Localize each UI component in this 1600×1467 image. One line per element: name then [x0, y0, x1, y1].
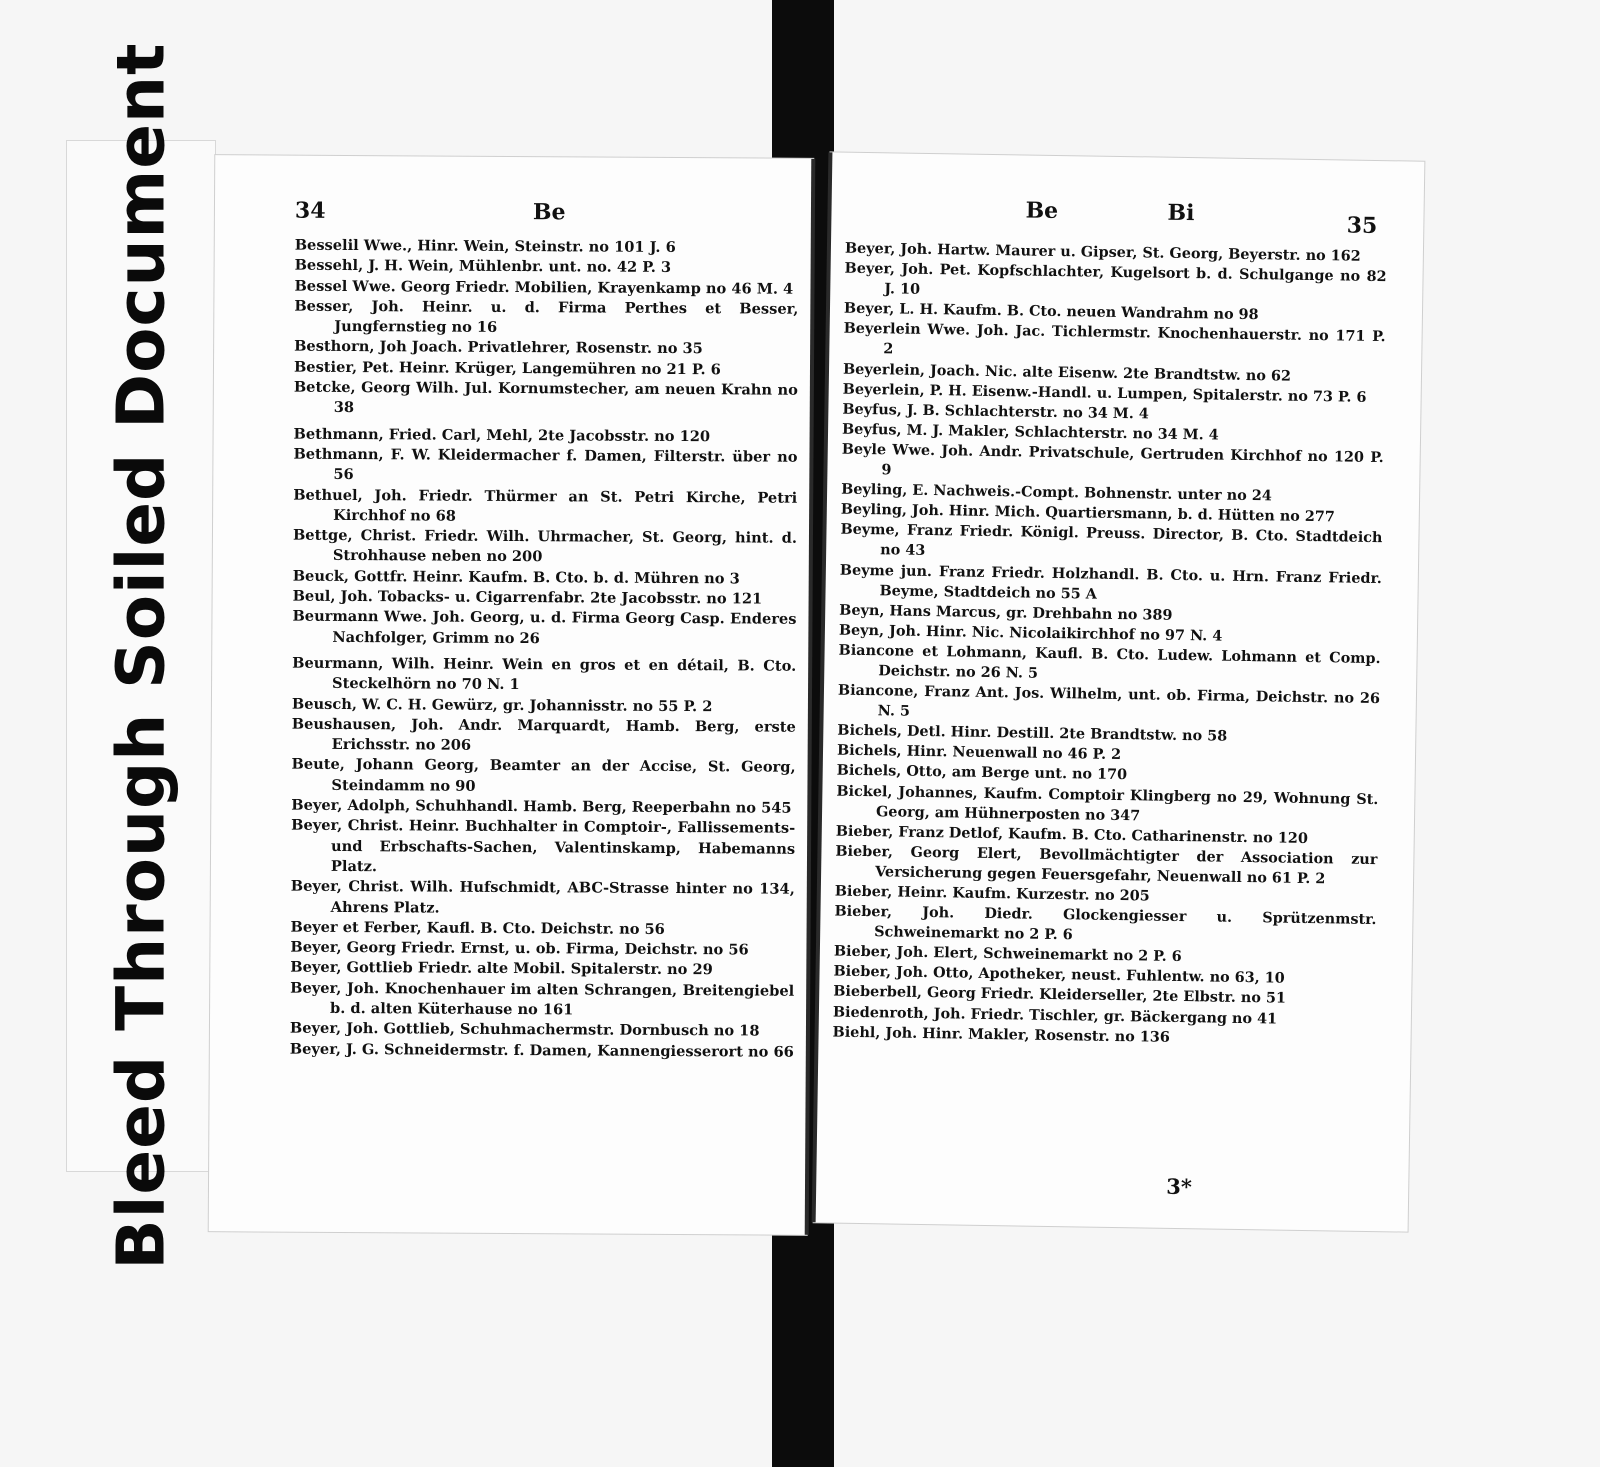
directory-entry: Bieber, Heinr. Kaufm. Kurzestr. no 205 [834, 882, 1150, 905]
directory-entry: Beusch, W. C. H. Gewürz, gr. Johannisstr. no 55 P. 2 [291, 695, 713, 715]
directory-entry: Bieber, Joh. Otto, Apotheker, neust. Fuhlentw. no 63, 10 [833, 962, 1285, 988]
directory-entry: Beurmann Wwe. Joh. Georg, u. d. Firma Georg Casp. Enderes Nachfolger, Grimm no 26 [292, 608, 797, 647]
directory-entry: Bichels, Hinr. Neuenwall no 46 P. 2 [836, 741, 1122, 764]
running-header-left: Be [1025, 197, 1059, 224]
directory-entry: Beyer, Joh. Gottlieb, Schuhmachermstr. Dornbusch no 18 [289, 1019, 760, 1040]
directory-entry: Bethmann, Fried. Carl, Mehl, 2te Jacobsstr. no 120 [293, 425, 711, 445]
directory-entry: Besser, Joh. Heinr. u. d. Firma Perthes et Besser, Jungfernstieg no 16 [294, 297, 799, 337]
directory-entry: Beushausen, Joh. Andr. Marquardt, Hamb. Berg, erste Erichsstr. no 206 [291, 715, 796, 754]
directory-entry: Besselil Wwe., Hinr. Wein, Steinstr. no 101 J. 6 [294, 236, 676, 256]
left-entries [290, 236, 799, 1063]
directory-entry: Bieber, Joh. Elert, Schweinemarkt no 2 P. 6 [833, 942, 1182, 966]
directory-entry: Beuck, Gottfr. Heinr. Kaufm. B. Cto. b. d. Mühren no 3 [292, 567, 740, 588]
running-header: Be [532, 199, 566, 226]
page-number: 35 [1346, 212, 1378, 239]
directory-entry: Bethuel, Joh. Friedr. Thürmer an St. Petri Kirche, Petri Kirchhof no 68 [293, 486, 798, 525]
directory-entry: Bessehl, J. H. Wein, Mühlenbr. unt. no. 42 P. 3 [294, 256, 672, 277]
directory-entry: Beyme, Franz Friedr. Königl. Preuss. Director, B. Cto. Stadtdeich no 43 [840, 520, 1383, 560]
document-label: Bleed Through Soiled Document [102, 42, 180, 1270]
directory-entry: Biedenroth, Joh. Friedr. Tischler, gr. Bäckergang no 41 [832, 1003, 1278, 1028]
left-page-header [215, 197, 813, 241]
right-page-header [829, 194, 1424, 243]
directory-entry: Beyerlein, Joach. Nic. alte Eisenw. 2te Brandtstw. no 62 [842, 360, 1292, 385]
directory-entry: Beyer, Gottlieb Friedr. alte Mobil. Spitalerstr. no 29 [290, 959, 713, 979]
directory-entry: Beyer, Adolph, Schuhhandl. Hamb. Berg, Reeperbahn no 545 [291, 796, 792, 817]
directory-entry: Beyerlein, P. H. Eisenw.-Handl. u. Lumpen, Spitalerstr. no 73 P. 6 [842, 380, 1367, 406]
directory-entry: Beyling, Joh. Hinr. Mich. Quartiersmann, b. d. Hütten no 277 [840, 500, 1336, 526]
directory-entry: Beyer, L. H. Kaufm. B. Cto. neuen Wandrahm no 98 [843, 299, 1259, 324]
running-header-right: Bi [1167, 199, 1195, 227]
directory-entry: Biehl, Joh. Hinr. Makler, Rosenstr. no 136 [832, 1023, 1170, 1046]
signature-mark: 3* [1166, 1173, 1193, 1200]
directory-entry: Beyer, J. G. Schneidermstr. f. Damen, Kannengiesserort no 66 [289, 1040, 794, 1061]
document-label-card [66, 42, 216, 1270]
directory-entry: Bieber, Franz Detlof, Kaufm. B. Cto. Catharinenstr. no 120 [835, 822, 1309, 847]
directory-entry: Beyfus, M. J. Makler, Schlachterstr. no 34 M. 4 [841, 420, 1219, 444]
directory-entry: Bichels, Detl. Hinr. Destill. 2te Brandtstw. no 58 [837, 721, 1228, 745]
directory-entry: Betcke, Georg Wilh. Jul. Kornumstecher, am neuen Krahn no 38 [293, 378, 798, 417]
directory-entry: Beyle Wwe. Joh. Andr. Privatschule, Gertruden Kirchhof no 120 P. 9 [841, 440, 1384, 479]
right-entries [832, 239, 1387, 1051]
directory-entry: Beyfus, J. B. Schlachterstr. no 34 M. 4 [842, 400, 1149, 423]
directory-entry: Beyer, Joh. Hartw. Maurer u. Gipser, St. Georg, Beyerstr. no 162 [844, 239, 1361, 265]
directory-entry: Bieber, Joh. Diedr. Glockengiesser u. Sprützenmstr. Schweinemarkt no 2 P. 6 [834, 902, 1377, 944]
directory-entry: Beyn, Hans Marcus, gr. Drehbahn no 389 [839, 601, 1173, 624]
page-number: 34 [294, 197, 326, 224]
directory-entry: Beurmann, Wilh. Heinr. Wein en gros et en détail, B. Cto. Steckelhörn no 70 N. 1 [292, 654, 797, 694]
directory-entry: Beyerlein Wwe. Joh. Jac. Tichlermstr. Knochenhauerstr. no 171 P. 2 [843, 320, 1386, 358]
directory-entry: Beyer, Georg Friedr. Ernst, u. ob. Firma, Deichstr. no 56 [290, 938, 749, 959]
directory-entry: Biancone, Franz Ant. Jos. Wilhelm, unt. ob. Firma, Deichstr. no 26 N. 5 [837, 681, 1381, 720]
directory-entry: Bieberbell, Georg Friedr. Kleiderseller, 2te Elbstr. no 51 [833, 983, 1287, 1008]
directory-entry: Bettge, Christ. Friedr. Wilh. Uhrmacher, St. Georg, hint. d. Strohhause neben no 200 [292, 526, 798, 566]
directory-entry: Biancone et Lohmann, Kaufl. B. Cto. Ludew. Lohmann et Comp. Deichstr. no 26 N. 5 [838, 641, 1381, 682]
directory-entry: Beyer et Ferber, Kaufl. B. Cto. Deichstr. no 56 [290, 918, 665, 938]
left-page [209, 155, 814, 1235]
directory-entry: Beyer, Christ. Heinr. Buchhalter in Comptoir-, Fallissements- und Erbschafts-Sachen, Valentinskamp, Habemanns Platz. [291, 816, 796, 876]
directory-entry: Besthorn, Joh Joach. Privatlehrer, Rosenstr. no 35 [294, 338, 703, 358]
directory-entry: Beyer, Joh. Knochenhauer im alten Schrangen, Breitengiebel b. d. alten Küterhause no 161 [290, 979, 795, 1019]
directory-entry: Beyer, Joh. Pet. Kopfschlachter, Kugelsort b. d. Schulgange no 82 J. 10 [844, 259, 1387, 299]
directory-entry: Bichels, Otto, am Berge unt. no 170 [836, 762, 1128, 784]
directory-entry: Beute, Johann Georg, Beamter an der Accise, St. Georg, Steindamm no 90 [291, 756, 796, 795]
directory-entry: Beyer, Christ. Wilh. Hufschmidt, ABC-Strasse hinter no 134, Ahrens Platz. [290, 877, 795, 917]
directory-entry: Beul, Joh. Tobacks- u. Cigarrenfabr. 2te Jacobsstr. no 121 [292, 587, 763, 608]
directory-entry: Beyling, E. Nachweis.-Compt. Bohnenstr. unter no 24 [841, 480, 1272, 505]
right-page [814, 152, 1425, 1231]
directory-entry: Beyn, Joh. Hinr. Nic. Nicolaikirchhof no 97 N. 4 [838, 621, 1223, 645]
directory-entry: Bestier, Pet. Heinr. Krüger, Langemühren no 21 P. 6 [293, 358, 721, 379]
directory-entry: Beyme jun. Franz Friedr. Holzhandl. B. Cto. u. Hrn. Franz Friedr. Beyme, Stadtdeich no 55 A [839, 561, 1382, 603]
directory-entry: Bethmann, F. W. Kleidermacher f. Damen, Filterstr. über no 56 [293, 445, 798, 484]
directory-entry: Bieber, Georg Elert, Bevollmächtigter der Association zur Versicherung gegen Feuersgefahr, Neuenwall no 61 P. 2 [835, 842, 1378, 888]
directory-entry: Bessel Wwe. Georg Friedr. Mobilien, Krayenkamp no 46 M. 4 [294, 277, 794, 298]
directory-entry: Bickel, Johannes, Kaufm. Comptoir Klingberg no 29, Wohnung St. Georg, am Hühnerposten no 347 [836, 782, 1379, 824]
